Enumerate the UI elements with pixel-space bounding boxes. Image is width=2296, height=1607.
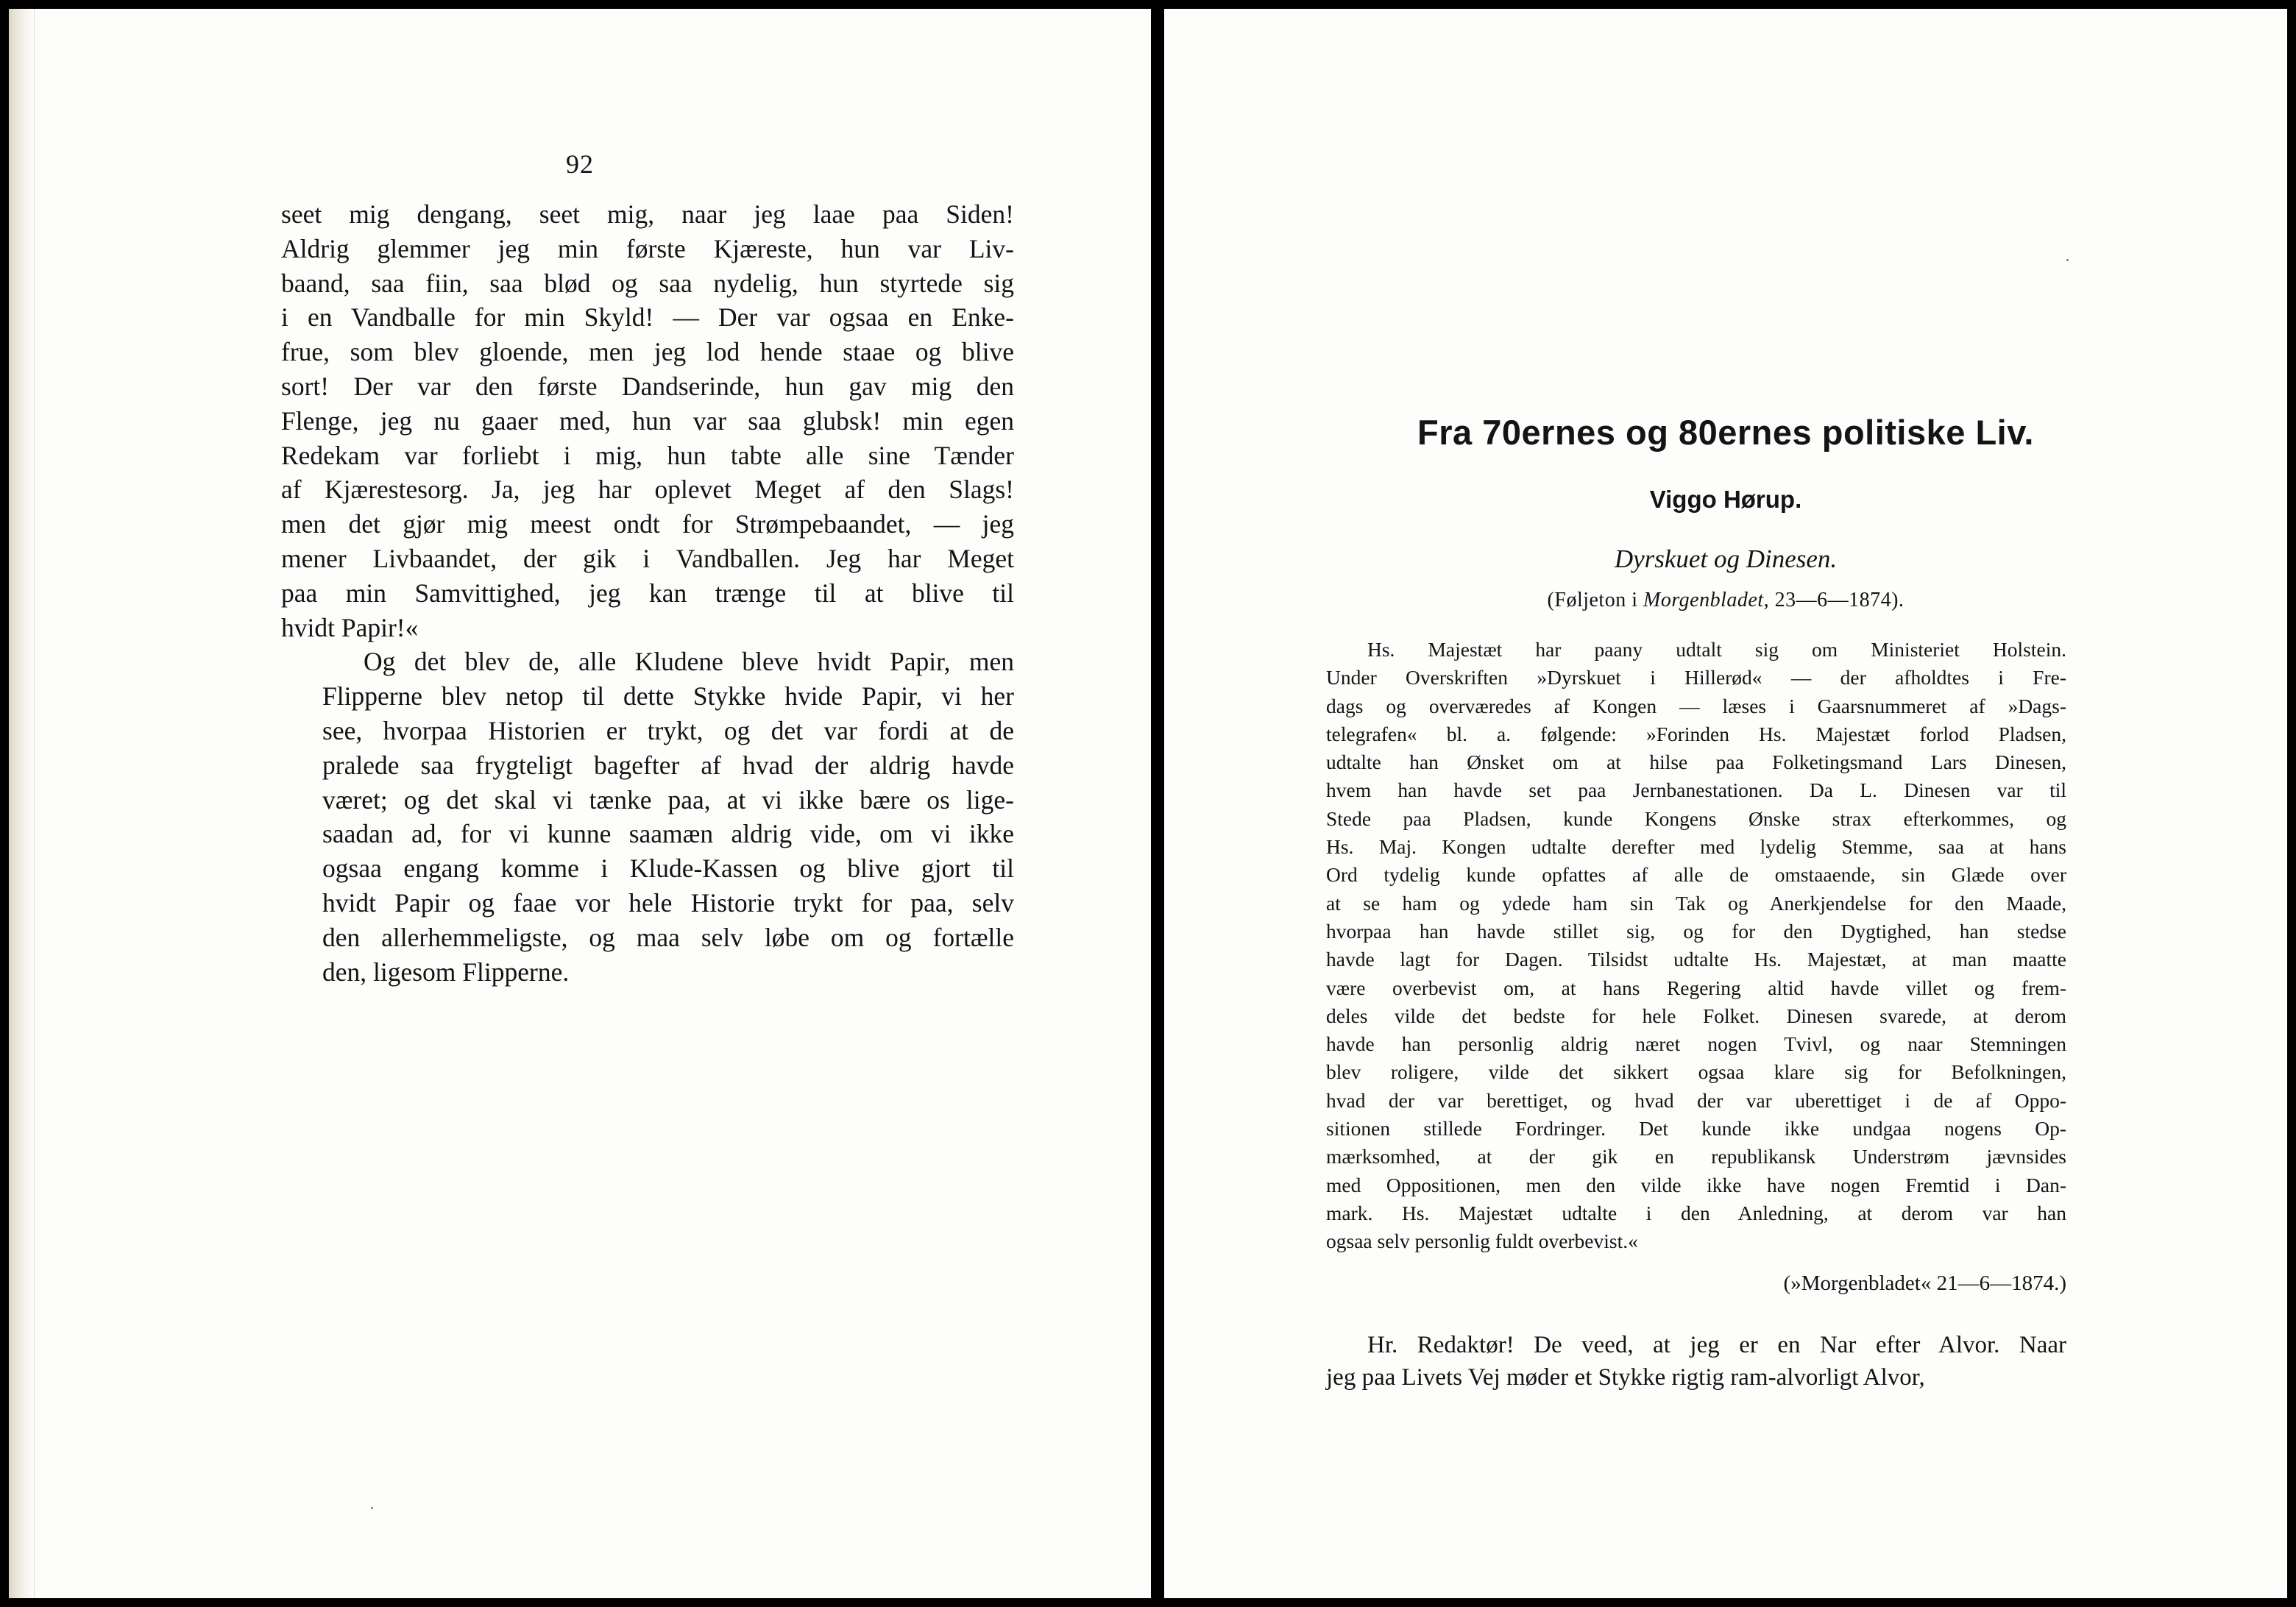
text-line: mærksomhed, at der gik en republikansk Understrøm jævnsides	[1326, 1145, 2066, 1168]
paragraph	[1326, 1329, 2066, 1394]
text-line: havde lagt for Dagen. Tilsidst udtalte Hs. Majestæt, at man maatte	[1326, 948, 2066, 971]
paragraph	[281, 645, 1014, 989]
text-line: i en Vandballe for min Skyld! — Der var ogsaa en Enke-	[281, 302, 1014, 333]
text-line: med Oppositionen, men den vilde ikke have nogen Fremtid i Dan-	[1326, 1173, 2066, 1196]
text-line: Og det blev de, alle Kludene bleve hvidt Papir, men	[364, 647, 1014, 677]
text-line: blev roligere, vilde det sikkert ogsaa klare sig for Befolkningen,	[1326, 1060, 2066, 1084]
text-line: sort! Der var den første Dandserinde, hun gav mig den	[281, 371, 1014, 401]
article-source	[1164, 589, 2287, 612]
text-line: Ord tydelig kunde opfattes af alle de omstaaende, sin Glæde over	[1326, 863, 2066, 887]
paper-speck	[371, 1507, 373, 1509]
text-line: havde han personlig aldrig næret nogen Tvivl, og naar Stemningen	[1326, 1032, 2066, 1056]
text-line: baand, saa fiin, saa blød og saa nydelig, hun styrtede sig	[281, 268, 1014, 298]
left-page	[9, 9, 1151, 1598]
article-author: Viggo Hørup.	[1649, 486, 1802, 513]
text-line: dags og overværedes af Kongen — læses i Gaarsnummeret af »Dags-	[1326, 694, 2066, 717]
text-line: hvem han havde set paa Jernbanestationen. Da L. Dinesen var til	[1326, 778, 2066, 802]
source-prefix: (Føljeton i	[1547, 589, 1643, 611]
text-line: Hs. Majestæt har paany udtalt sig om Ministeriet Holstein.	[1367, 638, 2066, 661]
text-line: men det gjør mig meest ondt for Strømpebaandet, — jeg	[281, 509, 1014, 539]
text-line: Flipperne blev netop til dette Stykke hvide Papir, vi her	[322, 681, 1014, 712]
text-line: hvidt Papir og faae vor hele Historie trykt for paa, selv	[322, 887, 1014, 918]
quoted-excerpt	[1326, 636, 2066, 1256]
text-line: af Kjærestesorg. Ja, jeg har oplevet Meget af den Slags!	[281, 475, 1014, 505]
text-line: hvidt Papir!«	[281, 612, 419, 642]
text-line: pralede saa frygteligt bagefter af hvad der aldrig havde	[322, 750, 1014, 780]
paper-speck	[2066, 259, 2069, 261]
text-line: den allerhemmeligste, og maa selv løbe om og fortælle	[322, 922, 1014, 952]
text-line: jeg paa Livets Vej møder et Stykke rigtig ram-alvorligt Alvor,	[1326, 1364, 1925, 1391]
article-title: Fra 70ernes og 80ernes politiske Liv.	[1417, 413, 2034, 452]
text-line: mark. Hs. Majestæt udtalte i den Anledning, at derom var han	[1326, 1201, 2066, 1224]
text-line: at se ham og ydede ham sin Tak og Anerkjendelse for den Maade,	[1326, 891, 2066, 915]
text-line: deles vilde det bedste for hele Folket. Dinesen svarede, at derom	[1326, 1004, 2066, 1027]
text-line: Aldrig glemmer jeg min første Kjæreste, hun var Liv-	[281, 233, 1014, 263]
text-line: hvad der var berettiget, og hvad der var uberettiget i de af Oppo-	[1326, 1088, 2066, 1112]
text-line: den, ligesom Flipperne.	[322, 957, 570, 987]
right-page	[1164, 9, 2287, 1598]
text-line: paa min Samvittighed, jeg kan trænge til at blive til	[281, 578, 1014, 608]
paragraph	[1326, 636, 2066, 1256]
source-paper: Morgenbladet,	[1643, 589, 1770, 611]
text-line: sitionen stillede Fordringer. Det kunde ikke undgaa nogens Op-	[1326, 1117, 2066, 1140]
text-line: saadan ad, for vi kunne saamæn aldrig vide, om vi ikke	[322, 819, 1014, 849]
text-line: været; og det skal vi tænke paa, at vi ikke bære os lige-	[322, 784, 1014, 815]
text-line: telegrafen« bl. a. følgende: »Forinden Hs. Majestæt forlod Pladsen,	[1326, 722, 2066, 745]
text-line: ogsaa selv personlig fuldt overbevist.«	[1326, 1230, 1638, 1253]
source-suffix: 23—6—1874).	[1769, 589, 1905, 611]
quote-citation: (»Morgenbladet« 21—6—1874.)	[1783, 1271, 2066, 1295]
text-line: seet mig dengang, seet mig, naar jeg laae paa Siden!	[281, 199, 1014, 229]
text-line: Hs. Maj. Kongen udtalte derefter med lydelig Stemme, saa at hans	[1326, 835, 2066, 859]
page-number: 92	[566, 149, 594, 179]
article-subtitle: Dyrskuet og Dinesen.	[1614, 544, 1838, 573]
text-line: see, hvorpaa Historien er trykt, og det var fordi at de	[322, 715, 1014, 745]
text-line: Redekam var forliebt i mig, hun tabte alle sine Tænder	[281, 440, 1014, 470]
text-line: udtalte han Ønsket om at hilse paa Folketingsmand Lars Dinesen,	[1326, 751, 2066, 774]
text-line: Stede paa Pladsen, kunde Kongens Ønske strax efterkommes, og	[1326, 806, 2066, 830]
text-line: hvorpaa han havde stillet sig, og for den Dygtighed, han stedse	[1326, 919, 2066, 943]
text-line: være overbevist om, at hans Regering altid havde villet og frem-	[1326, 976, 2066, 999]
text-line: Under Overskriften »Dyrskuet i Hillerød« — der afholdtes i Fre-	[1326, 666, 2066, 689]
text-line: Flenge, jeg nu gaaer med, hun var saa glubsk! min egen	[281, 405, 1014, 436]
text-line: Hr. Redaktør! De veed, at jeg er en Nar efter Alvor. Naar	[1367, 1332, 2066, 1358]
article-body	[1326, 1329, 2066, 1394]
text-line: frue, som blev gloende, men jeg lod hende staae og blive	[281, 337, 1014, 367]
text-line: ogsaa engang komme i Klude-Kassen og blive gjort til	[322, 854, 1014, 884]
binding-edge	[9, 9, 35, 1598]
left-page-text	[281, 197, 1014, 989]
text-line: mener Livbaandet, der gik i Vandballen. Jeg har Meget	[281, 543, 1014, 573]
paragraph	[281, 197, 1014, 645]
